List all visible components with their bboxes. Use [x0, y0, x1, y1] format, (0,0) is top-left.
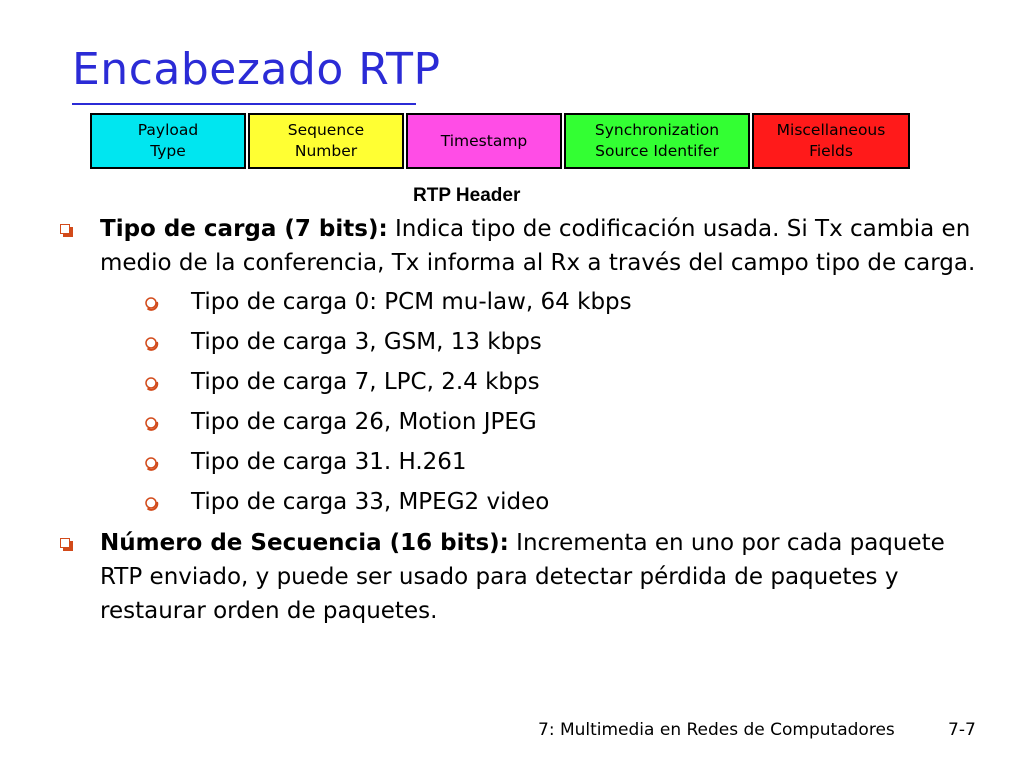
- square-bullet-icon: [60, 224, 72, 236]
- rtp-header-caption: RTP Header: [413, 185, 521, 206]
- bullet-list: [60, 212, 990, 632]
- title-underline: [72, 103, 416, 105]
- bullet-item: [60, 212, 990, 522]
- rtp-field-2: Timestamp: [406, 113, 562, 169]
- sub-bullet-item: [145, 482, 990, 522]
- sub-bullet-item: [145, 282, 990, 322]
- square-bullet-icon: [60, 538, 72, 550]
- circle-bullet-icon: [145, 457, 159, 471]
- sub-bullet-list: [100, 282, 990, 522]
- sub-bullet-text: Tipo de carga 31. H.261: [191, 449, 467, 475]
- sub-bullet-text: Tipo de carga 7, LPC, 2.4 kbps: [191, 369, 540, 395]
- circle-bullet-icon: [145, 497, 159, 511]
- rtp-header-diagram: [90, 113, 912, 169]
- sub-bullet-item: [145, 362, 990, 402]
- sub-bullet-text: Tipo de carga 26, Motion JPEG: [191, 409, 537, 435]
- circle-bullet-icon: [145, 417, 159, 431]
- bullet-heading: Número de Secuencia (16 bits):: [100, 530, 509, 556]
- bullet-text: Incrementa en uno por cada paquete RTP enviado, y puede ser usado para detectar pérdida de paquetes y restaurar orden de paquetes.: [100, 530, 945, 624]
- sub-bullet-item: [145, 402, 990, 442]
- bullet-item: [60, 526, 990, 628]
- sub-bullet-item: [145, 442, 990, 482]
- sub-bullet-text: Tipo de carga 0: PCM mu-law, 64 kbps: [191, 289, 632, 315]
- circle-bullet-icon: [145, 337, 159, 351]
- circle-bullet-icon: [145, 297, 159, 311]
- footer-course: 7: Multimedia en Redes de Computadores: [538, 720, 895, 740]
- rtp-field-1: Sequence Number: [248, 113, 404, 169]
- footer-page-number: 7-7: [948, 720, 976, 740]
- bullet-text: Indica tipo de codificación usada. Si Tx cambia en medio de la conferencia, Tx informa al Rx a través del campo tipo de carga.: [100, 216, 976, 276]
- sub-bullet-item: [145, 322, 990, 362]
- bullet-heading: Tipo de carga (7 bits):: [100, 216, 388, 242]
- sub-bullet-text: Tipo de carga 33, MPEG2 video: [191, 489, 550, 515]
- sub-bullet-text: Tipo de carga 3, GSM, 13 kbps: [191, 329, 542, 355]
- rtp-field-4: Miscellaneous Fields: [752, 113, 910, 169]
- page-title: Encabezado RTP: [72, 44, 441, 95]
- rtp-field-3: Synchronization Source Identifer: [564, 113, 750, 169]
- circle-bullet-icon: [145, 377, 159, 391]
- rtp-field-0: Payload Type: [90, 113, 246, 169]
